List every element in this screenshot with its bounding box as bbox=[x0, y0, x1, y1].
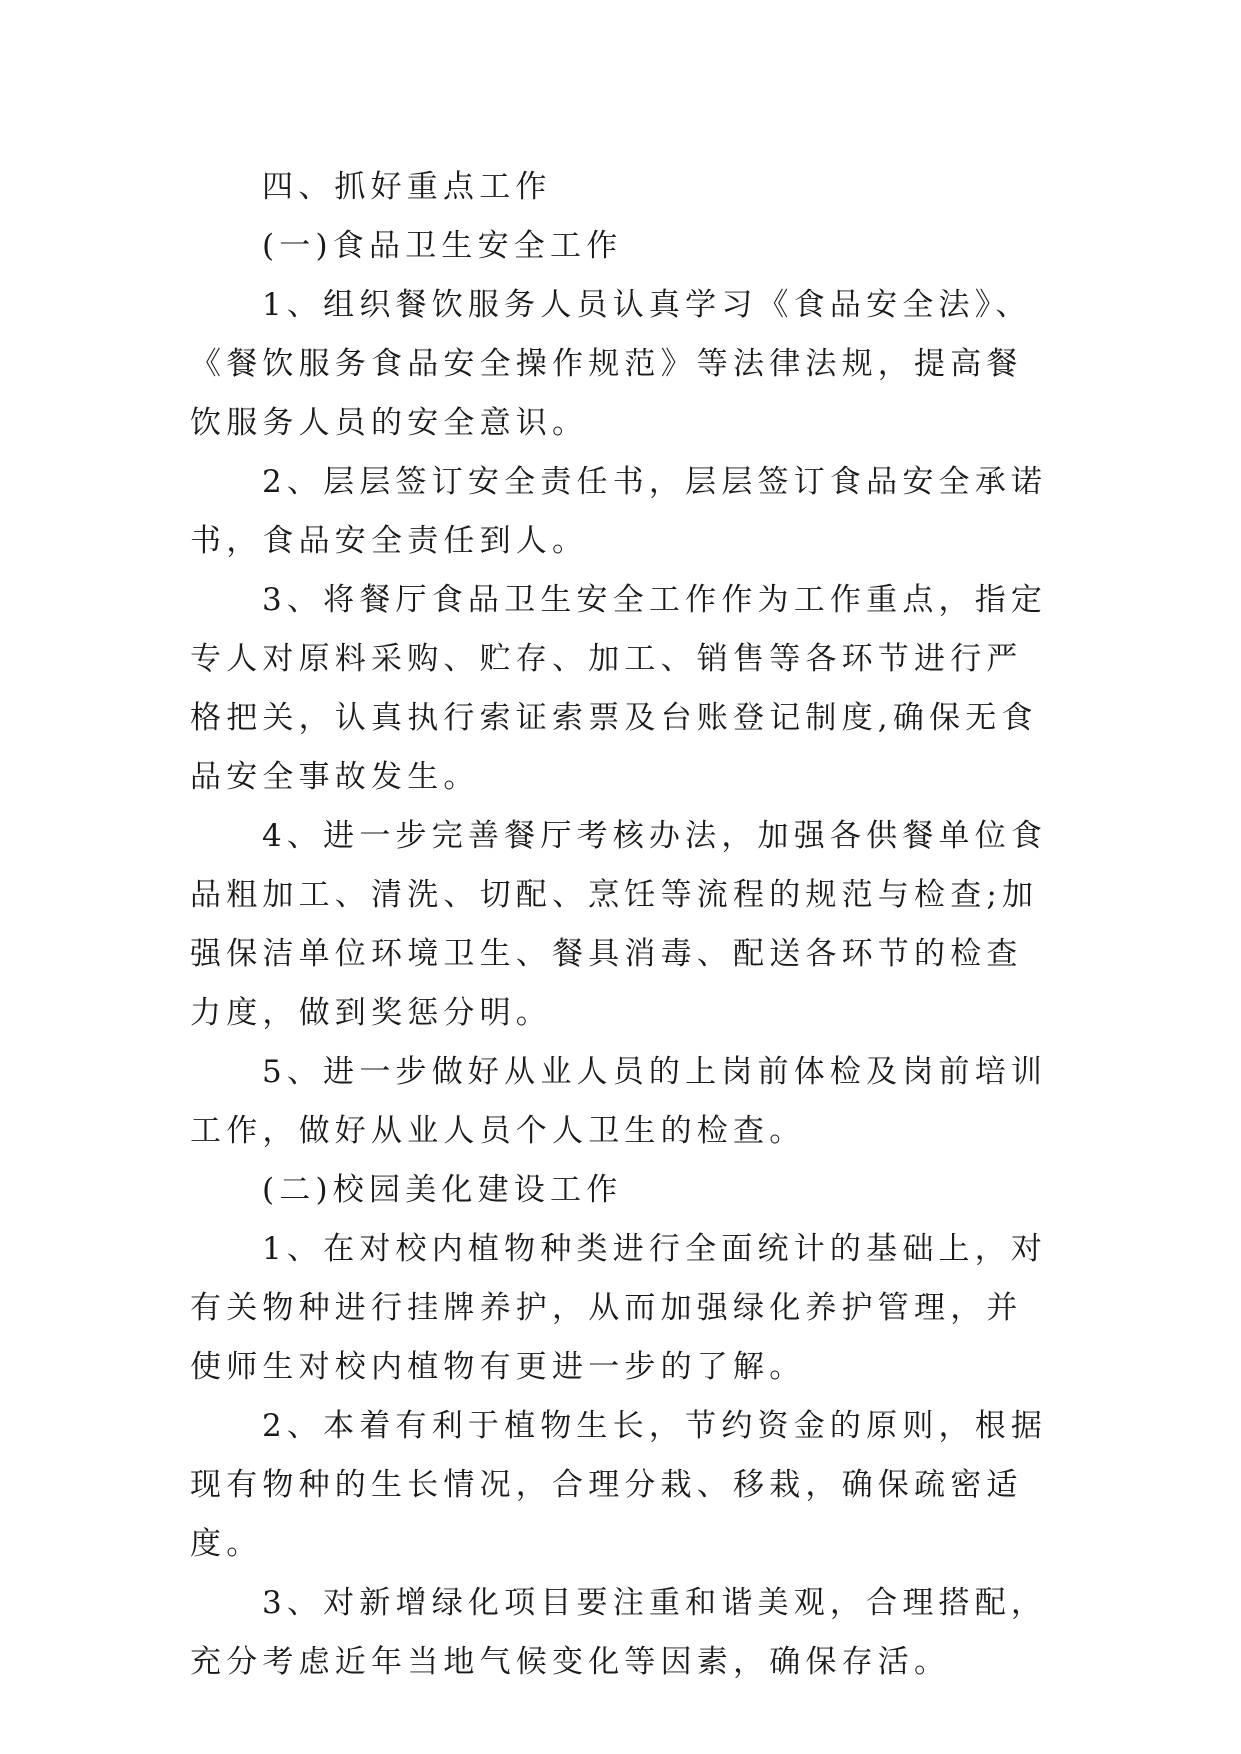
paragraph: 2、本着有利于植物生长，节约资金的原则，根据现有物种的生长情况，合理分栽、移栽，确保疏密适度。 bbox=[190, 1408, 1048, 1562]
subsection-heading-campus-greening: (二)校园美化建设工作 bbox=[262, 1172, 623, 1208]
paragraph: 1、在对校内植物种类进行全面统计的基础上，对有关物种进行挂牌养护，从而加强绿化养护管理，并使师生对校内植物有更进一步的了解。 bbox=[190, 1231, 1048, 1385]
paragraph: 3、对新增绿化项目要注重和谐美观，合理搭配，充分考虑近年当地气候变化等因素，确保存活。 bbox=[190, 1585, 1048, 1680]
paragraph: 3、将餐厅食品卫生安全工作作为工作重点，指定专人对原料采购、贮存、加工、销售等各环节进行严格把关，认真执行索证索票及台账登记制度,确保无食品安全事故发生。 bbox=[190, 582, 1048, 795]
section-heading: 四、抓好重点工作 bbox=[262, 169, 552, 205]
paragraph: 4、进一步完善餐厅考核办法，加强各供餐单位食品粗加工、清洗、切配、烹饪等流程的规范与检查;加强保洁单位环境卫生、餐具消毒、配送各环节的检查力度，做到奖惩分明。 bbox=[190, 818, 1048, 1031]
paragraph: 5、进一步做好从业人员的上岗前体检及岗前培训工作，做好从业人员个人卫生的检查。 bbox=[190, 1054, 1048, 1149]
paragraph: 1、组织餐饮服务人员认真学习《食品安全法》、《餐饮服务食品安全操作规范》等法律法规，提高餐饮服务人员的安全意识。 bbox=[190, 287, 1032, 441]
document-body bbox=[190, 158, 1054, 1692]
subsection-heading-food-safety: (一)食品卫生安全工作 bbox=[262, 228, 623, 264]
paragraph: 2、层层签订安全责任书，层层签订食品安全承诺书，食品安全责任到人。 bbox=[190, 464, 1048, 559]
